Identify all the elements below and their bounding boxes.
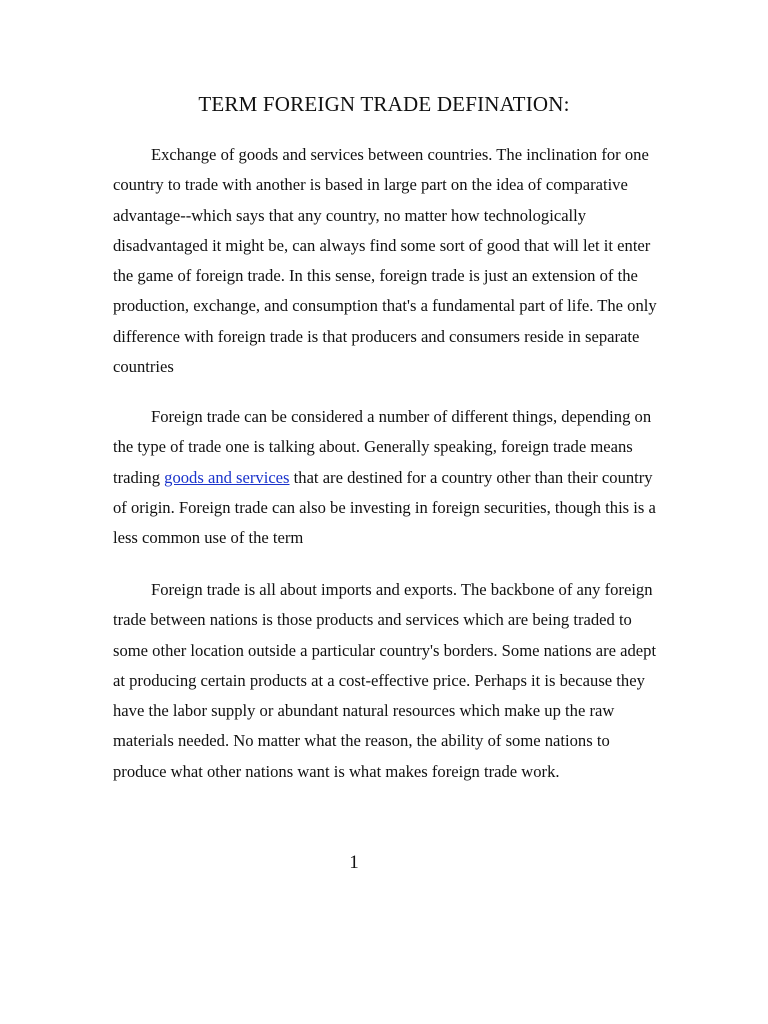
goods-and-services-link[interactable]: goods and services bbox=[164, 467, 290, 487]
page-number: 1 bbox=[349, 852, 359, 873]
paragraph-1: Exchange of goods and services between countries. The inclination for one country to trade with another is based in large part on the idea of comparative advantage--which says that any country, no matter how technologically disadvantaged it might be, can always find some sort of good that will let it enter the game of foreign trade. In this sense, foreign trade is just an extension of the production, exchange, and consumption that's a fundamental part of life. The only difference with foreign trade is that producers and consumers reside in separate countries bbox=[113, 145, 657, 377]
paragraph-2-text-after: that are destined for a country other than their country of origin. Foreign trade can also be investing in foreign securities, though this is a less common use of the term bbox=[113, 467, 656, 548]
paragraph-3: Foreign trade is all about imports and exports. The backbone of any foreign trade between nations is those products and services which are being traded to some other location outside a particular country's borders. Some nations are adept at producing certain products at a cost-effective price. Perhaps it is because they have the labor supply or abundant natural resources which make up the raw materials needed. No matter what the reason, the ability of some nations to produce what other nations want is what makes foreign trade work. bbox=[113, 580, 657, 781]
paragraph-2-text-before: Foreign trade can be considered a number of different things, depending on the type of trade one is talking about. Generally speaking, foreign trade means trading bbox=[113, 407, 652, 487]
page-title: TERM FOREIGN TRADE DEFINATION: bbox=[198, 92, 570, 116]
paragraph-2 bbox=[113, 402, 658, 553]
